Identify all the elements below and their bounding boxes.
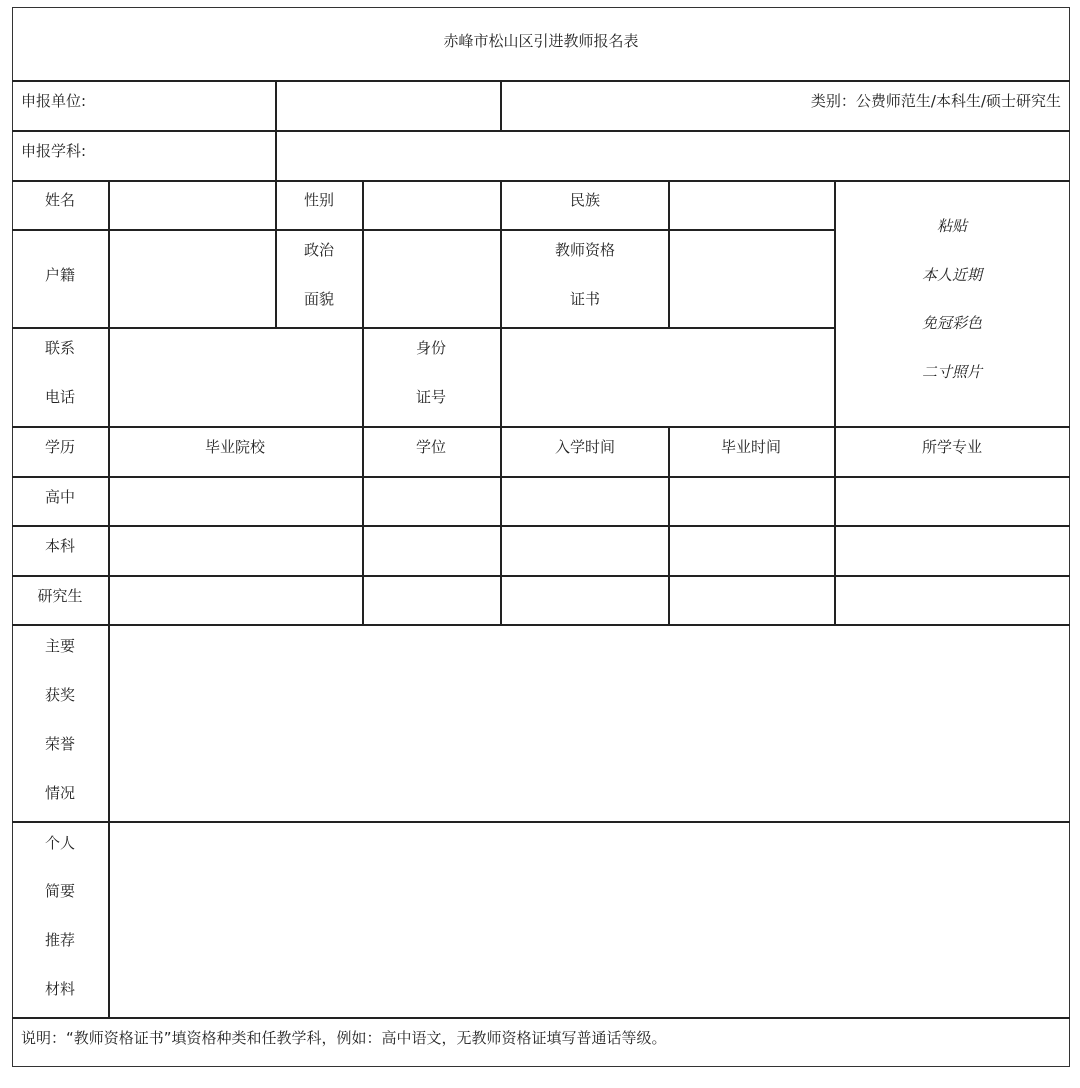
edu-input-cell[interactable] <box>836 577 1069 623</box>
edu-input-cell[interactable] <box>110 478 361 524</box>
political-label: 面貌 <box>303 290 335 308</box>
edu-header: 毕业院校 <box>204 438 266 456</box>
unit-label: 申报单位: <box>21 92 87 110</box>
id-number-label: 证号 <box>415 388 447 406</box>
edu-input-cell[interactable] <box>364 527 499 574</box>
gender-label: 性别 <box>303 191 335 209</box>
edu-input-cell[interactable] <box>670 577 833 623</box>
edu-input-cell[interactable] <box>110 577 361 623</box>
id-number-input-cell[interactable] <box>502 329 833 425</box>
profile-label: 简要 <box>44 882 76 900</box>
profile-label: 推荐 <box>44 931 76 949</box>
gender-input-cell[interactable] <box>364 182 499 228</box>
edu-row-label: 高中 <box>44 488 76 506</box>
political-input-cell[interactable] <box>364 231 499 326</box>
photo-label: 二寸照片 <box>921 363 983 381</box>
name-label: 姓名 <box>44 191 76 209</box>
contact-label: 电话 <box>44 388 76 406</box>
id-number-label: 身份 <box>415 339 447 357</box>
edu-header: 学历 <box>44 438 76 456</box>
row-divider <box>12 426 1070 428</box>
awards-label: 荣誉 <box>44 735 76 753</box>
subject-label: 申报学科: <box>21 142 87 160</box>
profile-label: 材料 <box>44 980 76 998</box>
edu-input-cell[interactable] <box>110 527 361 574</box>
political-label: 政治 <box>303 241 335 259</box>
edu-header: 毕业时间 <box>720 438 782 456</box>
edu-input-cell[interactable] <box>364 577 499 623</box>
name-input-cell[interactable] <box>110 182 274 228</box>
form-note: 说明：“教师资格证书”填资格种类和任教学科，例如：高中语文，无教师资格证填写普通话等级。 <box>21 1029 667 1047</box>
edu-input-cell[interactable] <box>836 478 1069 524</box>
edu-header: 所学专业 <box>921 438 983 456</box>
edu-input-cell[interactable] <box>364 478 499 524</box>
edu-row-label: 研究生 <box>37 587 83 605</box>
edu-row-label: 本科 <box>44 537 76 555</box>
hukou-label: 户籍 <box>44 266 76 284</box>
teacher-cert-label: 教师资格 <box>554 241 616 259</box>
col-divider <box>500 80 502 130</box>
category-text: 类别：公费师范生/本科生/硕士研究生 <box>810 92 1061 110</box>
awards-label: 情况 <box>44 784 76 802</box>
teacher-cert-input-cell[interactable] <box>670 231 833 326</box>
photo-label: 免冠彩色 <box>921 314 983 332</box>
ethnicity-input-cell[interactable] <box>670 182 833 228</box>
contact-input-cell[interactable] <box>110 329 361 425</box>
unit-input-cell[interactable] <box>277 82 499 129</box>
teacher-cert-label: 证书 <box>569 290 601 308</box>
contact-label: 联系 <box>44 339 76 357</box>
edu-header: 学位 <box>415 438 447 456</box>
awards-label: 获奖 <box>44 686 76 704</box>
edu-header: 入学时间 <box>554 438 616 456</box>
row-divider <box>12 1017 1070 1019</box>
photo-label: 本人近期 <box>921 266 983 284</box>
ethnicity-label: 民族 <box>569 191 601 209</box>
edu-input-cell[interactable] <box>836 527 1069 574</box>
edu-input-cell[interactable] <box>502 577 667 623</box>
awards-label: 主要 <box>44 637 76 655</box>
awards-input-cell[interactable] <box>110 626 1069 820</box>
edu-input-cell[interactable] <box>670 527 833 574</box>
col-divider <box>275 180 277 327</box>
row-divider <box>12 80 1070 82</box>
subject-input-cell[interactable] <box>277 132 1069 179</box>
profile-label: 个人 <box>44 834 76 852</box>
hukou-input-cell[interactable] <box>110 231 274 326</box>
form-title: 赤峰市松山区引进教师报名表 <box>443 32 639 50</box>
edu-input-cell[interactable] <box>502 527 667 574</box>
photo-label: 粘贴 <box>936 217 968 235</box>
profile-input-cell[interactable] <box>110 823 1069 1016</box>
edu-input-cell[interactable] <box>670 478 833 524</box>
edu-input-cell[interactable] <box>502 478 667 524</box>
